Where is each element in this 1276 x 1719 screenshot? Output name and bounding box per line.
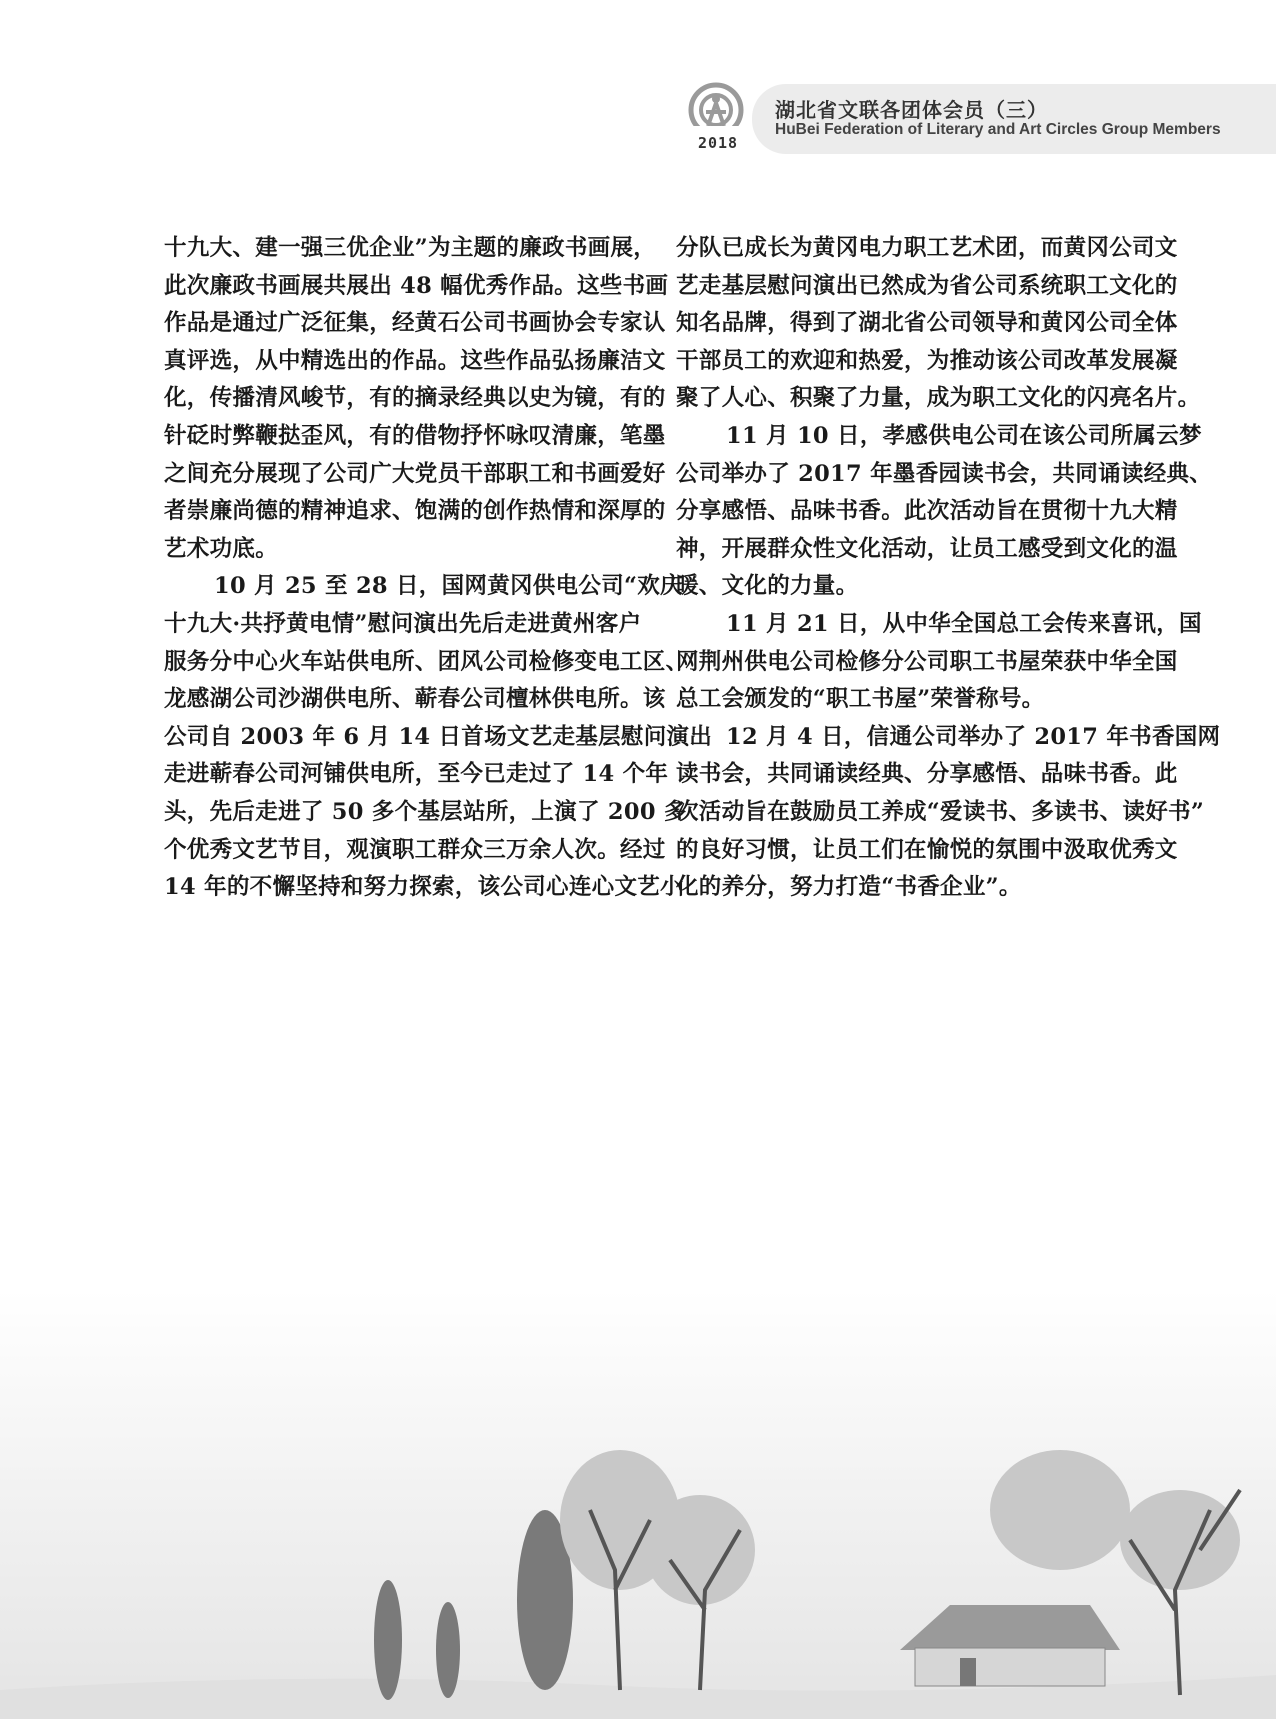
text-line: 此次廉政书画展共展出 48 幅优秀作品。这些书画: [164, 272, 669, 299]
text-line: 服务分中心火车站供电所、团风公司检修变电工区、: [164, 648, 689, 675]
text-line: 的良好习惯，让员工们在愉悦的氛围中汲取优秀文: [676, 836, 1178, 863]
text-line: 真评选，从中精选出的作品。这些作品弘扬廉洁文: [164, 347, 666, 374]
text-line: 化的养分，努力打造“书香企业”。: [676, 874, 1022, 901]
logo-year: 2018: [697, 134, 739, 152]
text-line: 者崇廉尚德的精神追求、饱满的创作热情和深厚的: [164, 498, 666, 525]
text-line: 头，先后走进了 50 多个基层站所，上演了 200 多: [164, 798, 687, 825]
text-line: 暖、文化的力量。: [676, 573, 859, 600]
header-subtitle: HuBei Federation of Literary and Art Circles Group Members: [775, 121, 1221, 138]
text-line: 针砭时弊鞭挞歪风，有的借物抒怀咏叹清廉，笔墨: [164, 422, 666, 449]
text-line: 十九大·共抒黄电情”慰问演出先后走进黄州客户: [164, 610, 642, 637]
text-line: 次活动旨在鼓励员工养成“爱读书、多读书、读好书”: [676, 798, 1205, 825]
text-line: 分队已成长为黄冈电力职工艺术团，而黄冈公司文: [676, 235, 1178, 261]
text-line: 12 月 4 日，信通公司举办了 2017 年书香国网: [726, 723, 1221, 750]
text-line: 艺走基层慰问演出已然成为省公司系统职工文化的: [676, 272, 1178, 299]
text-line: 分享感悟、品味书香。此次活动旨在贯彻十九大精: [676, 498, 1178, 525]
text-line: 干部员工的欢迎和热爱，为推动该公司改革发展凝: [676, 347, 1178, 374]
text-line: 个优秀文艺节目，观演职工群众三万余人次。经过: [164, 836, 666, 863]
text-line: 公司自 2003 年 6 月 14 日首场文艺走基层慰问演出: [164, 723, 713, 750]
federation-logo-icon: [688, 82, 744, 138]
text-line: 11 月 10 日，孝感供电公司在该公司所属云梦: [726, 422, 1202, 449]
text-line: 知名品牌，得到了湖北省公司领导和黄冈公司全体: [676, 310, 1178, 337]
text-line: 作品是通过广泛征集，经黄石公司书画协会专家认: [164, 310, 666, 337]
text-line: 读书会，共同诵读经典、分享感悟、品味书香。此: [676, 761, 1178, 788]
text-line: 公司举办了 2017 年墨香园读书会，共同诵读经典、: [676, 460, 1213, 487]
text-line: 化，传播清风峻节，有的摘录经典以史为镜，有的: [164, 385, 666, 412]
text-line: 14 年的不懈坚持和努力探索，该公司心连心文艺小: [164, 874, 683, 901]
left-column: [164, 230, 713, 907]
right-column: [676, 230, 1221, 907]
text-line: 聚了人心、积聚了力量，成为职工文化的闪亮名片。: [676, 385, 1201, 412]
text-line: 十九大、建一强三优企业”为主题的廉政书画展，: [164, 235, 657, 261]
text-line: 10 月 25 至 28 日，国网黄冈供电公司“欢庆: [214, 573, 683, 600]
ink-landscape-illustration: [0, 1290, 1276, 1719]
text-line: 艺术功底。: [164, 535, 279, 562]
header-title: 湖北省文联各团体会员（三）: [775, 98, 1048, 122]
text-line: 神，开展群众性文化活动，让员工感受到文化的温: [676, 535, 1178, 562]
text-line: 之间充分展现了公司广大党员干部职工和书画爱好: [164, 460, 666, 487]
text-line: 总工会颁发的“职工书屋”荣誉称号。: [676, 686, 1045, 713]
text-line: 走进蕲春公司河铺供电所，至今已走过了 14 个年: [164, 761, 669, 788]
text-line: 11 月 21 日，从中华全国总工会传来喜讯，国: [726, 610, 1202, 637]
text-line: 网荆州供电公司检修分公司职工书屋荣获中华全国: [676, 648, 1178, 675]
text-line: 龙感湖公司沙湖供电所、蕲春公司檀林供电所。该: [164, 686, 666, 713]
